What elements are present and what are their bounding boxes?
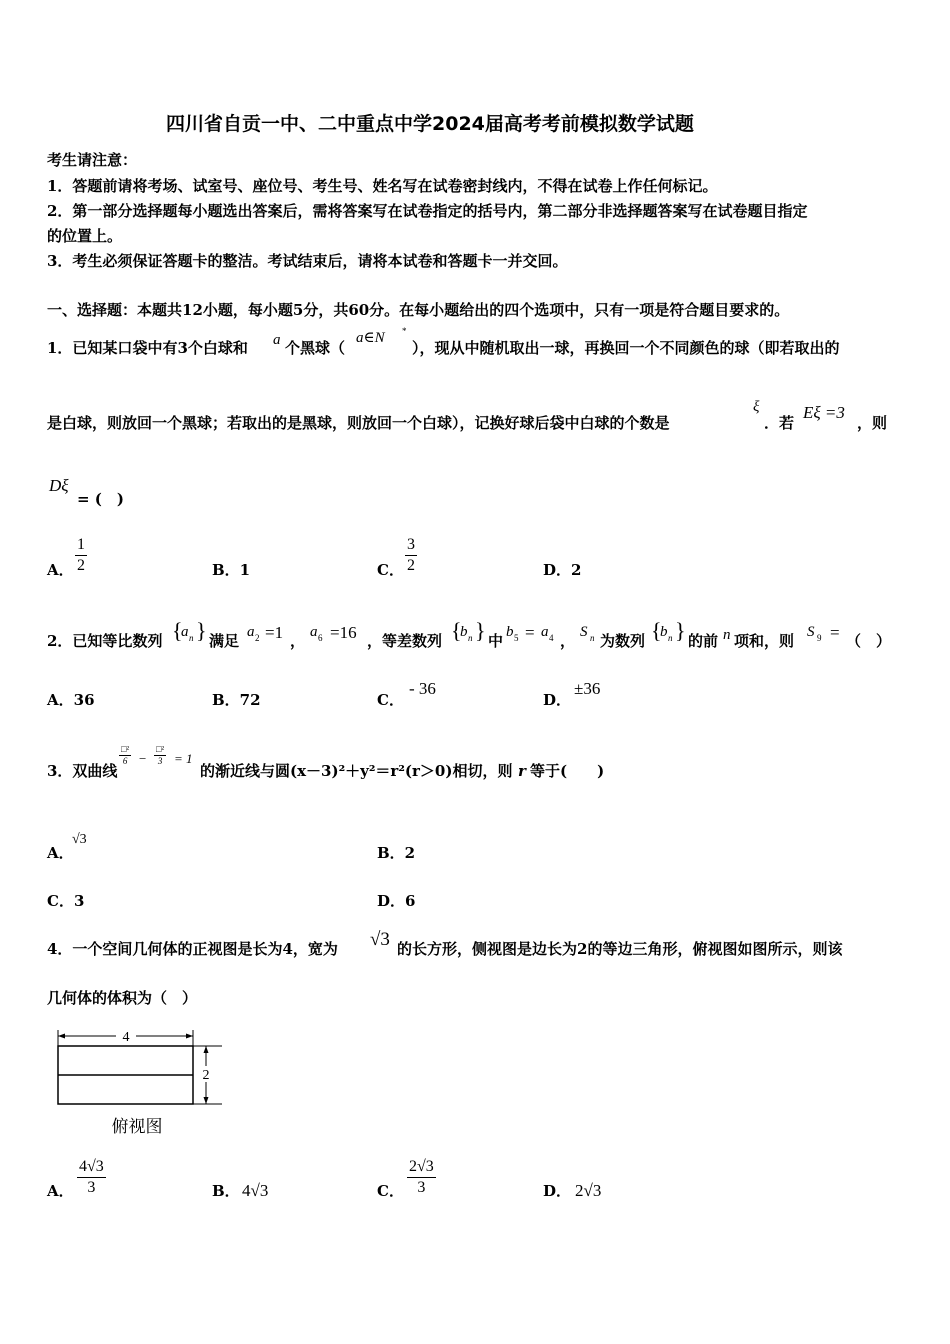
length-label: 4 — [122, 1030, 130, 1045]
q2-seq-b: b — [660, 624, 668, 640]
q4-option-a-label: A． — [47, 1182, 74, 1200]
q2-text: 的前 — [688, 632, 719, 650]
q4-sqrt3: √3 — [370, 929, 390, 950]
q2-b5-eq: = — [525, 623, 535, 642]
q2-seq-b-sub: n — [468, 633, 473, 643]
q2-option-c-label: C． — [377, 691, 404, 709]
q3-option-a-label: A． — [47, 844, 74, 862]
arrow-up-icon — [204, 1046, 209, 1053]
q2-a2-sub: 2 — [255, 633, 260, 643]
q2-brace: { — [451, 618, 462, 643]
q2-seq-a-sub: n — [189, 633, 194, 643]
q1-expectation: Eξ =3 — [803, 403, 845, 422]
q2-brace: { — [172, 618, 183, 643]
q1-text: ．若 — [764, 414, 795, 432]
q1-condition: a∈N — [356, 330, 385, 346]
q2-brace: { — [651, 618, 662, 643]
q2-b5: b — [506, 624, 514, 640]
q2-seq-a: a — [181, 624, 189, 640]
q2-text: ， — [560, 632, 576, 650]
q3-text: 3．双曲线 — [47, 762, 118, 780]
q1-text: = ( ) — [77, 490, 124, 508]
figure-caption: 俯视图 — [111, 1117, 163, 1136]
notice-item: 的位置上。 — [47, 227, 123, 245]
q3-option-d: D．6 — [377, 892, 416, 910]
q3-minus: − — [139, 751, 147, 766]
q2-a2: a — [247, 624, 255, 640]
q2-text: 2．已知等比数列 — [47, 632, 163, 650]
q2-option-d-label: D． — [543, 691, 572, 709]
q2-brace: } — [196, 618, 207, 643]
q4-text: 的长方形，侧视图是边长为2的等边三角形，俯视图如图所示，则该 — [397, 940, 843, 958]
q4-top-view-figure — [50, 1024, 230, 1144]
q2-option-b: B．72 — [212, 691, 261, 709]
q2-text: （ ） — [846, 632, 892, 650]
q4-text: 几何体的体积为（ ） — [47, 989, 198, 1007]
q4-text: 4．一个空间几何体的正视图是长为4，宽为 — [47, 940, 338, 958]
section-heading: 一、选择题：本题共12小题，每小题5分，共60分。在每小题给出的四个选项中，只有一项是符合题目要求的。 — [47, 301, 790, 319]
q2-sn-sub: n — [590, 633, 595, 643]
q1-var-a: a — [273, 332, 281, 348]
q3-option-b: B．2 — [377, 844, 416, 862]
q1-text: ，则 — [857, 414, 888, 432]
page-title: 四川省自贡一中、二中重点中学2024届高考考前模拟数学试题 — [166, 113, 694, 135]
q1-option-d: D．2 — [543, 561, 582, 579]
q2-a6: a — [310, 624, 318, 640]
q2-text: 为数列 — [600, 632, 646, 650]
q2-brace: } — [675, 618, 686, 643]
q2-sn: S — [580, 624, 588, 640]
notice-item: 3．考生必须保证答题卡的整洁。考试结束后，请将本试卷和答题卡一并交回。 — [47, 252, 568, 270]
q1-option-c-value: 3 2 — [407, 536, 415, 574]
q1-variance: Dξ — [49, 476, 69, 495]
q1-text: ），现从中随机取出一球，再换回一个不同颜色的球（即若取出的 — [412, 339, 840, 357]
q2-a6-value: =16 — [330, 623, 357, 642]
q2-a4-sub: 4 — [549, 633, 554, 643]
q4-option-c-value: 2√3 3 — [409, 1158, 434, 1196]
q2-brace: } — [475, 618, 486, 643]
q2-text: 满足 — [209, 632, 240, 650]
q2-s9-sub: 9 — [817, 633, 822, 643]
q1-option-a-value: 1 2 — [77, 536, 85, 574]
q1-option-c-label: C． — [377, 561, 404, 579]
notice-item: 2．第一部分选择题每小题选出答案后，需将答案写在试卷指定的括号内，第二部分非选择题答案写在试卷题目指定 — [47, 202, 808, 220]
notice-item: 1．答题前请将考场、试室号、座位号、考生号、姓名写在试卷密封线内，不得在试卷上作任何标记。 — [47, 177, 718, 195]
q4-option-c-label: C． — [377, 1182, 404, 1200]
width-label: 2 — [202, 1068, 210, 1083]
q4-option-b-label: B． — [212, 1182, 240, 1200]
q2-var-n: n — [723, 627, 731, 643]
q1-xi: ξ — [753, 399, 760, 415]
q3-fraction-2: □² 3 — [156, 744, 165, 766]
q2-a4: a — [541, 624, 549, 640]
q3-text: 等于( ) — [530, 762, 605, 780]
q4-option-d-value: 2√3 — [575, 1181, 602, 1200]
q2-option-d-value: ±36 — [574, 679, 601, 698]
q3-text: 的渐近线与圆(x－3)²＋y²＝r²(r＞0)相切，则 — [200, 762, 513, 780]
arrow-left-icon — [58, 1034, 65, 1039]
q1-condition-star: * — [402, 326, 407, 336]
q2-b5-sub: 5 — [514, 633, 519, 643]
q3-fraction-1: □² 6 — [121, 744, 130, 766]
q2-text: ，等差数列 — [367, 632, 443, 650]
q2-a6-sub: 6 — [318, 633, 323, 643]
q2-option-a: A．36 — [47, 691, 95, 709]
q2-seq-b-sub: n — [668, 633, 673, 643]
q1-option-b: B．1 — [212, 561, 251, 579]
q4-option-a-value: 4√3 3 — [79, 1158, 104, 1196]
q4-option-d-label: D． — [543, 1182, 572, 1200]
notice-heading: 考生请注意： — [47, 151, 138, 169]
arrow-down-icon — [204, 1097, 209, 1104]
q3-equals-one: = 1 — [174, 751, 193, 766]
q3-option-c: C．3 — [47, 892, 85, 910]
q2-a2-value: =1 — [265, 623, 284, 642]
q1-option-a-label: A． — [47, 561, 74, 579]
arrow-right-icon — [186, 1034, 193, 1039]
q2-s9: S — [807, 624, 815, 640]
q2-option-c-value: - 36 — [409, 679, 436, 698]
q2-s9-eq: = — [830, 623, 840, 642]
q1-text: 1．已知某口袋中有3个白球和 — [47, 339, 248, 357]
q4-option-b-value: 4√3 — [242, 1181, 269, 1200]
q1-text: 个黑球（ — [285, 339, 346, 357]
q2-text: ， — [290, 632, 306, 650]
q2-text: 中 — [488, 632, 504, 650]
q3-var-r: r — [518, 762, 526, 780]
q1-text: 是白球，则放回一个黑球；若取出的是黑球，则放回一个白球），记换好球后袋中白球的个数是 — [47, 414, 670, 432]
q2-text: 项和，则 — [734, 632, 795, 650]
q2-seq-b: b — [460, 624, 468, 640]
q3-option-a-value: √3 — [72, 832, 87, 847]
